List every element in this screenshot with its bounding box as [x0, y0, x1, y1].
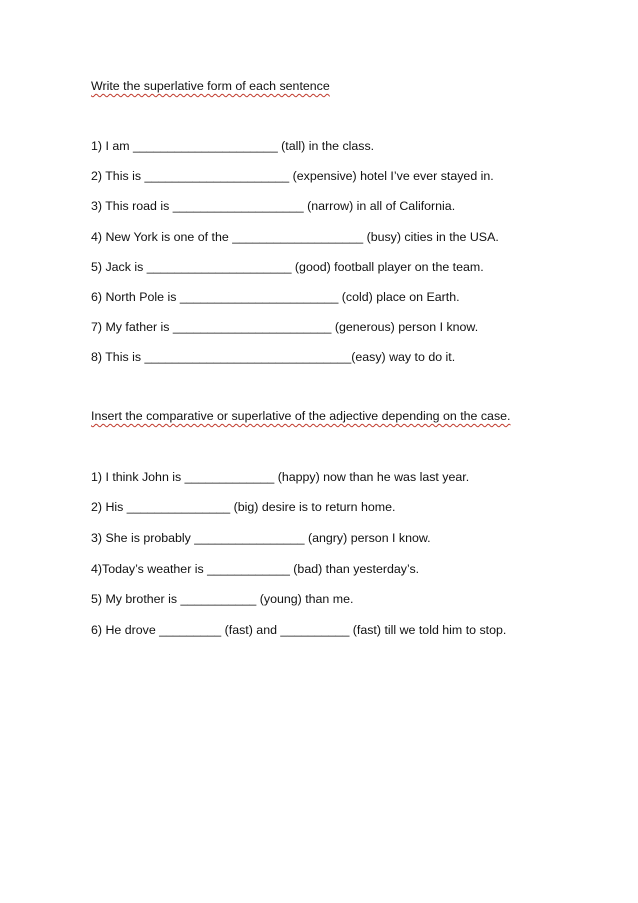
exercise-2-item-1: 1) I think John is _____________ (happy) now than he was last year.: [91, 470, 470, 484]
exercise-2-item-2: 2) His _______________ (big) desire is to return home.: [91, 500, 396, 514]
exercise-1-item-3: 3) This road is ___________________ (narrow) in all of California.: [91, 199, 456, 213]
exercise-1-item-4: 4) New York is one of the ___________________ (busy) cities in the USA.: [91, 230, 499, 244]
exercise-1-item-5: 5) Jack is _____________________ (good) football player on the team.: [91, 260, 484, 274]
exercise-1-item-1: 1) I am _____________________ (tall) in the class.: [91, 139, 375, 153]
exercise-2-item-6: 6) He drove _________ (fast) and __________ (fast) till we told him to stop.: [91, 623, 507, 637]
section-2-heading: Insert the comparative or superlative of the adjective depending on the case.: [91, 409, 511, 423]
exercise-1-item-8: 8) This is ______________________________(easy) way to do it.: [91, 350, 456, 364]
exercise-1-item-6: 6) North Pole is _______________________ (cold) place on Earth.: [91, 290, 460, 304]
exercise-2-item-5: 5) My brother is ___________ (young) than me.: [91, 592, 354, 606]
section-1-heading: Write the superlative form of each sentence: [91, 79, 330, 93]
exercise-1-item-2: 2) This is _____________________ (expensive) hotel I’ve ever stayed in.: [91, 169, 494, 183]
exercise-2-item-4: 4)Today’s weather is ____________ (bad) than yesterday’s.: [91, 562, 420, 576]
exercise-1-item-7: 7) My father is _______________________ (generous) person I know.: [91, 320, 479, 334]
exercise-2-item-3: 3) She is probably ________________ (angry) person I know.: [91, 531, 431, 545]
